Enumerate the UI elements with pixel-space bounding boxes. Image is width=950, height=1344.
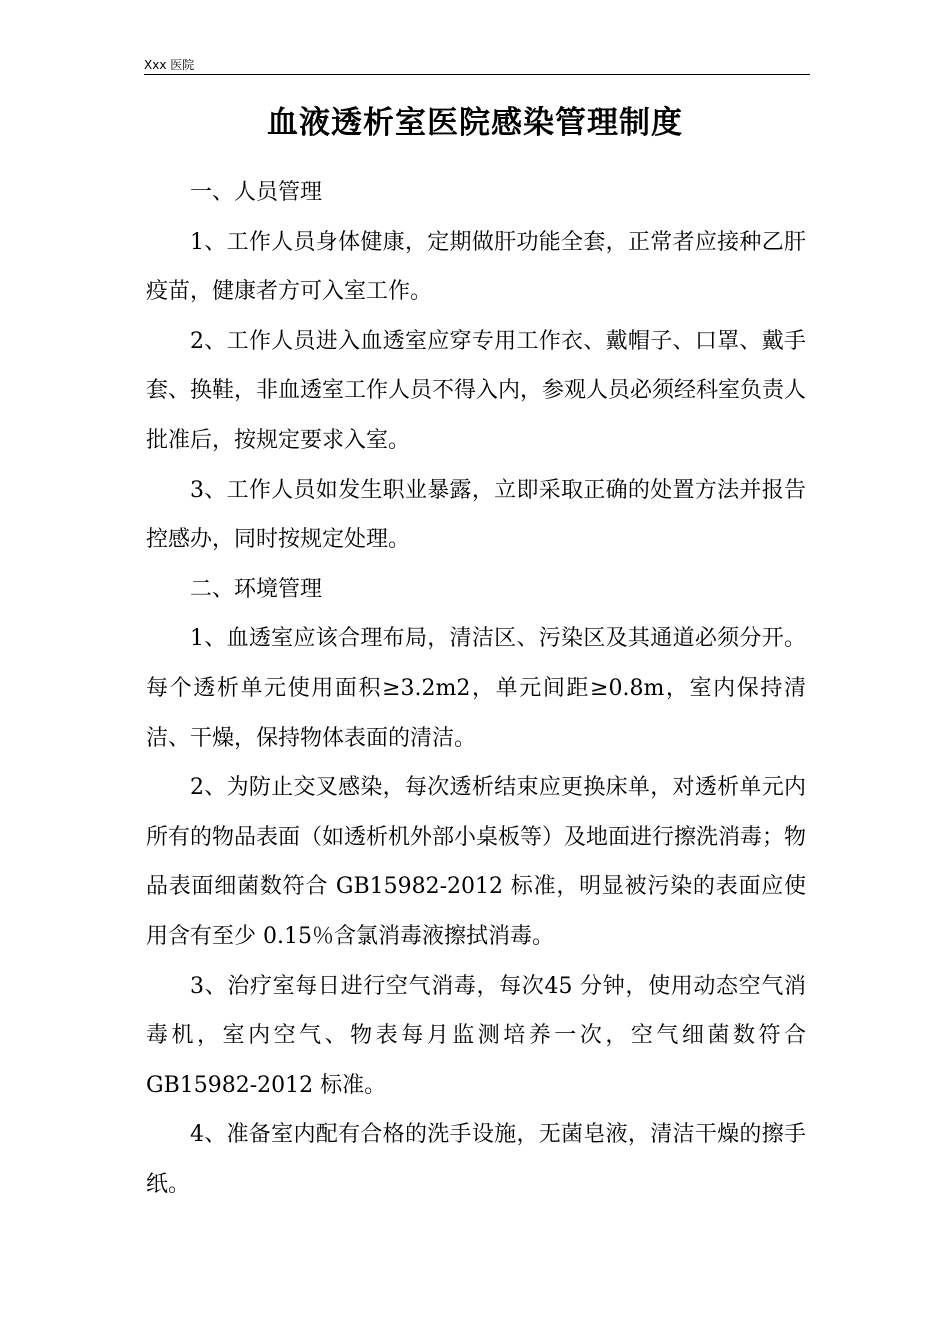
paragraph: 3、工作人员如发生职业暴露，立即采取正确的处置方法并报告控感办，同时按规定处理。 <box>146 477 806 553</box>
document-title: 血液透析室医院感染管理制度 <box>267 105 683 141</box>
section-heading-environment: 二、环境管理 <box>190 576 323 602</box>
paragraph: 2、为防止交叉感染，每次透析结束应更换床单，对透析单元内所有的物品表面（如透析机外部小桌板等）及地面进行擦洗消毒；物品表面细菌数符合 GB15982-2012 标准，明显被污染的表面应使用含有至少 0.15％含氯消毒液擦拭消毒。 <box>146 775 807 949</box>
header-hospital-name: Xxx 医院 <box>144 58 195 72</box>
paragraph: 2、工作人员进入血透室应穿专用工作衣、戴帽子、口罩、戴手套、换鞋，非血透室工作人员不得入内，参观人员必须经科室负责人批准后，按规定要求入室。 <box>146 328 807 453</box>
paragraph: 4、准备室内配有合格的洗手设施，无菌皂液，清洁干燥的擦手纸。 <box>146 1122 806 1197</box>
page-header <box>144 58 810 75</box>
paragraph: 1、工作人员身体健康，定期做肝功能全套，正常者应接种乙肝疫苗，健康者方可入室工作。 <box>146 229 806 305</box>
document-body <box>146 168 806 1209</box>
section-heading-personnel: 一、人员管理 <box>190 180 323 205</box>
paragraph: 1、血透室应该合理布局，清洁区、污染区及其通道必须分开。每个透析单元使用面积≥3.2m2，单元间距≥0.8m，室内保持清洁、干燥，保持物体表面的清洁。 <box>146 626 806 751</box>
paragraph: 3、治疗室每日进行空气消毒，每次45 分钟，使用动态空气消毒机，室内空气、物表每月监测培养一次，空气细菌数符合 GB15982-2012 标准。 <box>146 973 806 1098</box>
